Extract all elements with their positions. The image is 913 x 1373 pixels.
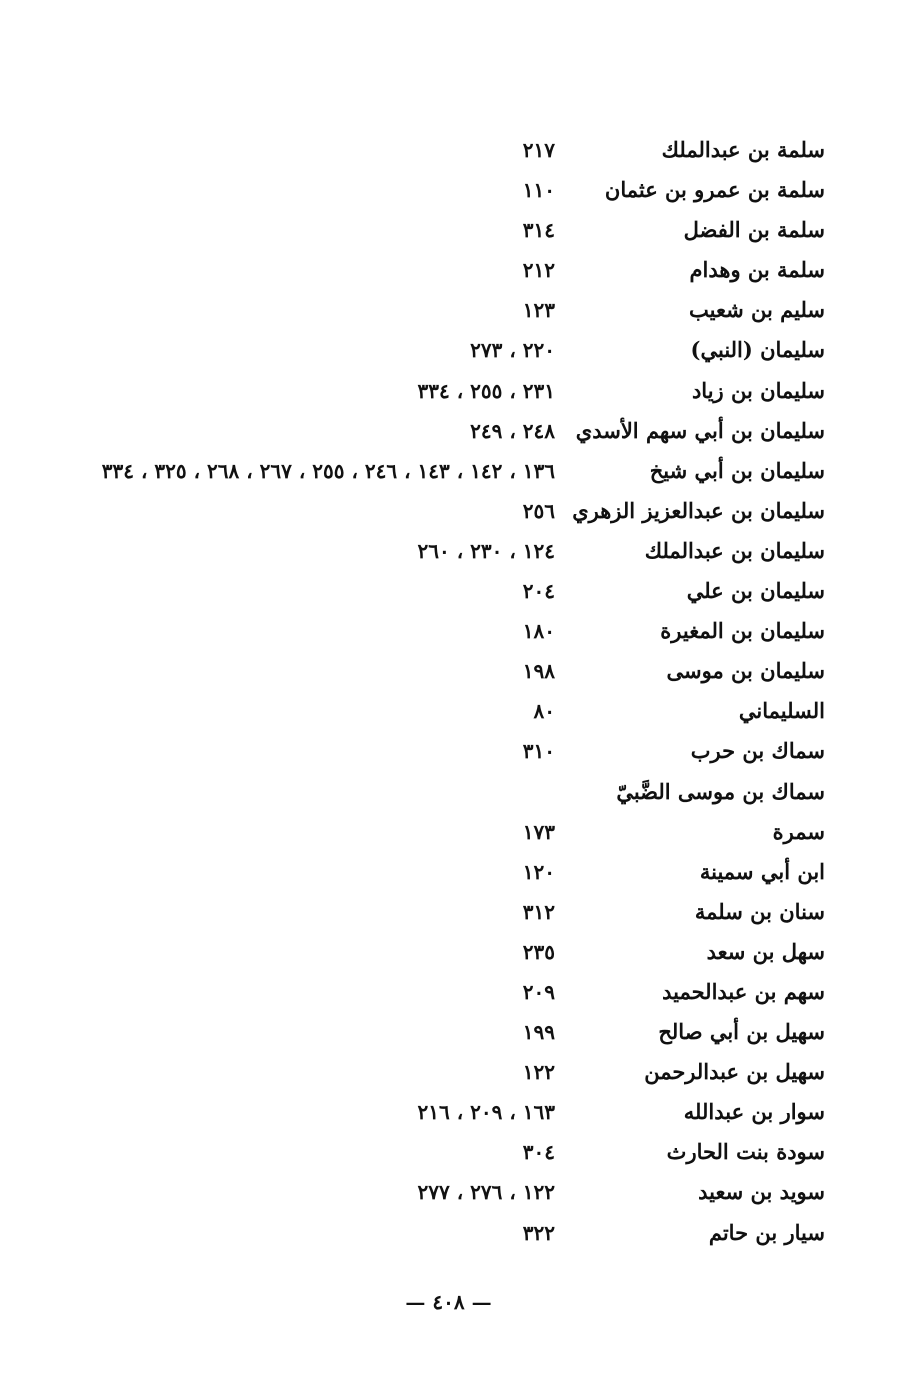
index-entry (0, 290, 913, 330)
entry-page-refs: ٢٢٠ ، ٢٧٣ (470, 338, 555, 363)
index-entry (0, 451, 913, 491)
entry-name: سليم بن شعيب (689, 297, 825, 323)
entry-name: سليمان (النبي) (690, 337, 825, 363)
entry-name: سليمان بن أبي سهم الأسدي (575, 417, 825, 443)
index-entry (0, 371, 913, 411)
index-entry (0, 330, 913, 370)
entry-name: سيار بن حاتم (708, 1219, 825, 1245)
entry-name: سليمان بن علي (686, 578, 825, 604)
entry-name: سليمان بن زياد (691, 377, 825, 403)
entry-page-refs: ٣١٢ (522, 899, 555, 924)
entry-name: سويد بن سعيد (698, 1179, 825, 1205)
name-index-list (0, 130, 913, 1253)
index-entry (0, 852, 913, 892)
index-entry (0, 1092, 913, 1132)
entry-page-refs: ٢٠٤ (522, 579, 555, 604)
entry-name: سلمة بن الفضل (683, 217, 825, 243)
entry-page-refs: ١٢٣ (522, 298, 555, 323)
index-entry (0, 691, 913, 731)
entry-name: سمرة (772, 818, 825, 844)
entry-name: سهيل بن أبي صالح (658, 1019, 825, 1045)
index-entry (0, 130, 913, 170)
index-entry (0, 611, 913, 651)
entry-page-refs: ٢٤٨ ، ٢٤٩ (470, 418, 555, 443)
index-entry (0, 571, 913, 611)
page-footer (0, 1290, 913, 1314)
entry-page-refs: ١٢٠ (522, 859, 555, 884)
index-entry (0, 892, 913, 932)
entry-page-refs: ١٦٣ ، ٢٠٩ ، ٢١٦ (417, 1100, 555, 1125)
entry-page-refs: ١٢٢ ، ٢٧٦ ، ٢٧٧ (417, 1180, 555, 1205)
entry-name: ابن أبي سمينة (699, 858, 825, 884)
entry-name: سماك بن موسى الضَّبيّ (616, 778, 825, 804)
index-entry (0, 210, 913, 250)
index-entry (0, 932, 913, 972)
entry-name: سهم بن عبدالحميد (662, 978, 825, 1004)
index-entry (0, 1132, 913, 1172)
entry-page-refs: ٢٥٦ (522, 498, 555, 523)
entry-page-refs: ٢٣١ ، ٢٥٥ ، ٣٣٤ (417, 378, 555, 403)
entry-page-refs: ١٩٩ (522, 1020, 555, 1045)
index-entry (0, 491, 913, 531)
entry-page-refs: ١٣٦ ، ١٤٢ ، ١٤٣ ، ٢٤٦ ، ٢٥٥ ، ٢٦٧ ، ٢٦٨ ، ٣٢٥ ، ٣٣٤ (101, 458, 555, 483)
entry-page-refs: ٣٢٢ (522, 1220, 555, 1245)
entry-page-refs: ٣٠٤ (522, 1140, 555, 1165)
page-number: — ٤٠٨ — (405, 1290, 492, 1314)
index-entry (0, 411, 913, 451)
entry-page-refs: ١٢٢ (522, 1060, 555, 1085)
entry-page-refs: ٢٣٥ (522, 939, 555, 964)
entry-name: سماك بن حرب (690, 738, 825, 764)
index-entry (0, 1213, 913, 1253)
entry-name: سليمان بن أبي شيخ (649, 457, 825, 483)
entry-page-refs: ١٢٤ ، ٢٣٠ ، ٢٦٠ (417, 538, 555, 563)
entry-page-refs: ١٩٨ (522, 659, 555, 684)
entry-name: السليماني (738, 698, 825, 724)
index-entry (0, 812, 913, 852)
index-entry (0, 772, 913, 812)
entry-page-refs: ٣١٤ (522, 218, 555, 243)
entry-page-refs: ١٨٠ (522, 619, 555, 644)
entry-page-refs: ١١٠ (522, 178, 555, 203)
index-entry (0, 170, 913, 210)
entry-page-refs: ٣١٠ (522, 739, 555, 764)
index-entry (0, 1172, 913, 1212)
entry-page-refs: ١٧٣ (522, 819, 555, 844)
entry-name: سلمة بن وهدام (689, 257, 825, 283)
entry-page-refs: ٨٠ (533, 699, 555, 724)
entry-name: سليمان بن المغيرة (660, 618, 825, 644)
entry-name: سليمان بن عبدالعزيز الزهري (572, 497, 825, 523)
index-entry (0, 250, 913, 290)
entry-name: سهيل بن عبدالرحمن (644, 1059, 825, 1085)
entry-name: سلمة بن عبدالملك (661, 137, 825, 162)
entry-name: سليمان بن عبدالملك (644, 537, 825, 563)
entry-page-refs: ٢١٢ (522, 258, 555, 283)
entry-page-refs: ٢٠٩ (522, 979, 555, 1004)
index-entry (0, 731, 913, 771)
entry-name: سوار بن عبدالله (683, 1099, 825, 1125)
entry-page-refs: ٢١٧ (522, 138, 555, 162)
entry-name: سلمة بن عمرو بن عثمان (604, 177, 825, 203)
index-entry (0, 651, 913, 691)
entry-name: سهل بن سعد (706, 938, 825, 964)
entry-name: سنان بن سلمة (694, 898, 825, 924)
index-entry (0, 972, 913, 1012)
index-entry (0, 1012, 913, 1052)
index-entry (0, 531, 913, 571)
entry-name: سودة بنت الحارث (666, 1139, 825, 1165)
index-entry (0, 1052, 913, 1092)
entry-name: سليمان بن موسى (666, 658, 825, 684)
